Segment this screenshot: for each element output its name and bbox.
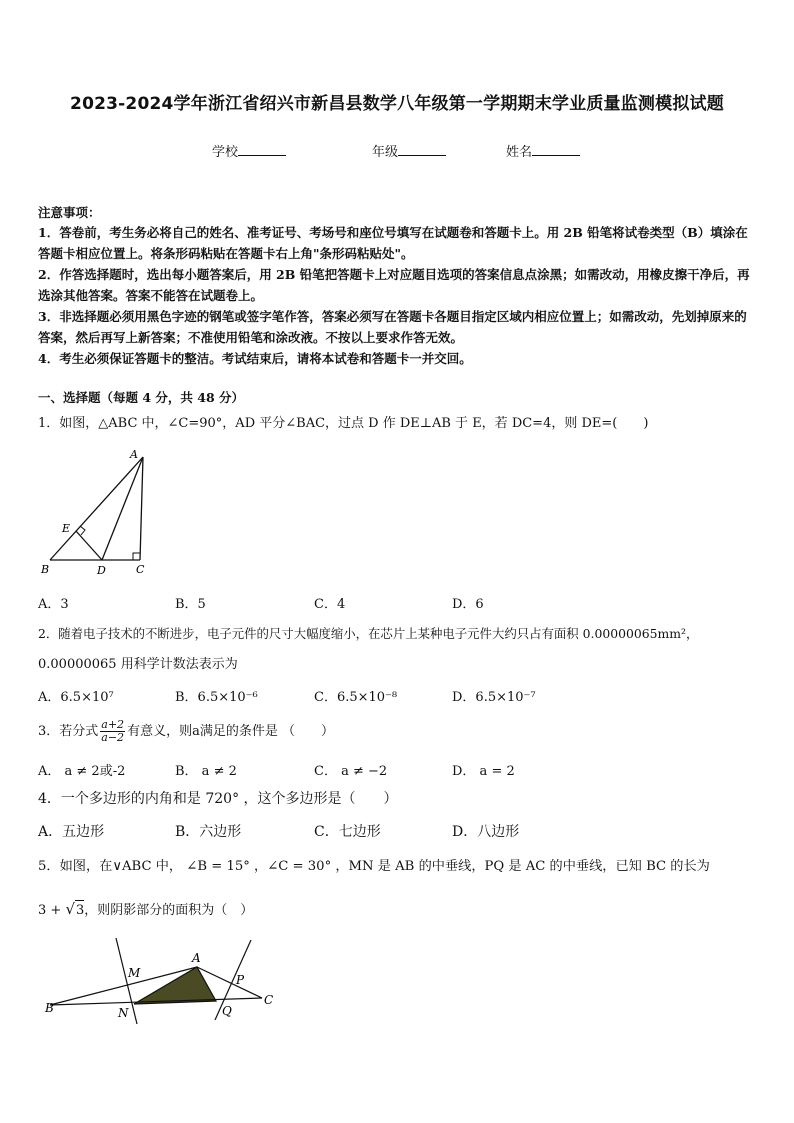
fraction-numerator: a+2 bbox=[101, 718, 125, 731]
option-a[interactable]: A．6.5×10⁷ bbox=[38, 690, 114, 705]
option-a[interactable]: A．3 bbox=[38, 597, 69, 612]
school-field bbox=[212, 141, 286, 160]
option-d[interactable]: D． a = 2 bbox=[452, 764, 515, 779]
label-c: C bbox=[136, 563, 145, 576]
option-b[interactable]: B．6.5×10⁻⁶ bbox=[175, 690, 258, 705]
option-a[interactable]: A． a ≠ 2或-2 bbox=[38, 764, 126, 779]
label-m: M bbox=[128, 966, 141, 980]
label-b: B bbox=[41, 563, 50, 576]
label-d: D bbox=[97, 564, 106, 577]
label-q: Q bbox=[222, 1004, 232, 1018]
note-item: 1．答卷前，考生务必将自己的姓名、准考证号、考场号和座位号填写在试题卷和答题卡上。用 2B 铅笔将试卷类型（B）填涂在答题卡相应位置上。将条形码粘贴在答题卡右上角"条形码粘贴处"。 bbox=[38, 225, 748, 261]
option-d[interactable]: D．八边形 bbox=[452, 824, 520, 840]
option-c[interactable]: C． a ≠ −2 bbox=[314, 764, 388, 779]
note-item: 3．非选择题必须用黑色字迹的钢笔或签字笔作答，答案必须写在答题卡各题目指定区域内相应位置上；如需改动，先划掉原来的答案，然后再写上新答案；不准使用铅笔和涂改液。不按以上要求作答无效。 bbox=[38, 309, 747, 345]
school-blank bbox=[238, 143, 286, 156]
question-5-expr-suffix: ，则阴影部分的面积为（ ） bbox=[84, 903, 254, 918]
option-c[interactable]: C．七边形 bbox=[314, 824, 381, 840]
option-b[interactable]: B．六边形 bbox=[175, 824, 242, 840]
notes-heading: 注意事项： bbox=[38, 205, 101, 220]
question-2-line-2: 0.00000065 用科学计数法表示为 bbox=[38, 657, 238, 672]
option-c[interactable]: C．4 bbox=[314, 597, 346, 612]
name-blank bbox=[532, 143, 580, 156]
label-c: C bbox=[264, 993, 274, 1007]
question-5-figure bbox=[40, 932, 290, 1027]
question-3-fraction bbox=[100, 719, 125, 744]
name-field bbox=[506, 141, 580, 160]
notes-list bbox=[38, 222, 758, 369]
question-3-suffix: 有意义，则a满足的条件是 （ ） bbox=[127, 724, 334, 739]
option-a[interactable]: A．五边形 bbox=[38, 824, 105, 840]
label-e: E bbox=[62, 522, 71, 535]
note-item: 2．作答选择题时，选出每小题答案后，用 2B 铅笔把答题卡上对应题目选项的答案信息点涂黑；如需改动，用橡皮擦干净后，再选涂其他答案。答案不能答在试题卷上。 bbox=[38, 267, 750, 303]
label-a: A bbox=[192, 951, 201, 965]
option-b[interactable]: B． a ≠ 2 bbox=[175, 764, 237, 779]
label-a: A bbox=[130, 448, 138, 461]
fraction-denominator: a−2 bbox=[101, 731, 125, 744]
section-heading: 一、选择题（每题 4 分，共 48 分） bbox=[38, 390, 245, 405]
option-c[interactable]: C．6.5×10⁻⁸ bbox=[314, 690, 398, 705]
question-3-prefix: 3．若分式 bbox=[38, 724, 99, 739]
question-5-radicand: 3 bbox=[75, 900, 84, 921]
question-1-text: 1．如图，△ABC 中，∠C=90°，AD 平分∠BAC，过点 D 作 DE⊥AB 于 E，若 DC=4，则 DE=( ) bbox=[38, 416, 649, 431]
question-5-line-2 bbox=[38, 899, 763, 921]
option-d[interactable]: D．6 bbox=[452, 597, 484, 612]
name-label: 姓名 bbox=[506, 145, 533, 160]
note-item: 4．考生必须保证答题卡的整洁。考试结束后，请将本试卷和答题卡一并交回。 bbox=[38, 351, 472, 366]
question-5-line-1: 5．如图，在∨ABC 中， ∠B = 15° ，∠C = 30° ，MN 是 AB 的中垂线，PQ 是 AC 的中垂线，已知 BC 的长为 bbox=[38, 859, 710, 874]
grade-field bbox=[372, 141, 446, 160]
question-4-text: 4．一个多边形的内角和是 720° ，这个多边形是（ ） bbox=[38, 791, 398, 807]
question-3-text bbox=[38, 719, 763, 744]
label-b: B bbox=[45, 1001, 54, 1015]
school-label: 学校 bbox=[212, 145, 239, 160]
question-5-expr-prefix: 3 + bbox=[38, 903, 66, 918]
label-n: N bbox=[118, 1006, 129, 1020]
option-b[interactable]: B．5 bbox=[175, 597, 206, 612]
sqrt-icon: √ bbox=[65, 900, 75, 918]
grade-blank bbox=[398, 143, 446, 156]
page-title: 2023-2024学年浙江省绍兴市新昌县数学八年级第一学期期末学业质量监测模拟试题 bbox=[70, 94, 724, 114]
question-2-line-1: 2．随着电子技术的不断进步，电子元件的尺寸大幅度缩小，在芯片上某种电子元件大约只占有面积 0.00000065mm²， bbox=[38, 626, 699, 641]
grade-label: 年级 bbox=[372, 145, 399, 160]
option-d[interactable]: D．6.5×10⁻⁷ bbox=[452, 690, 536, 705]
label-p: P bbox=[236, 973, 245, 987]
question-1-figure bbox=[36, 445, 156, 580]
